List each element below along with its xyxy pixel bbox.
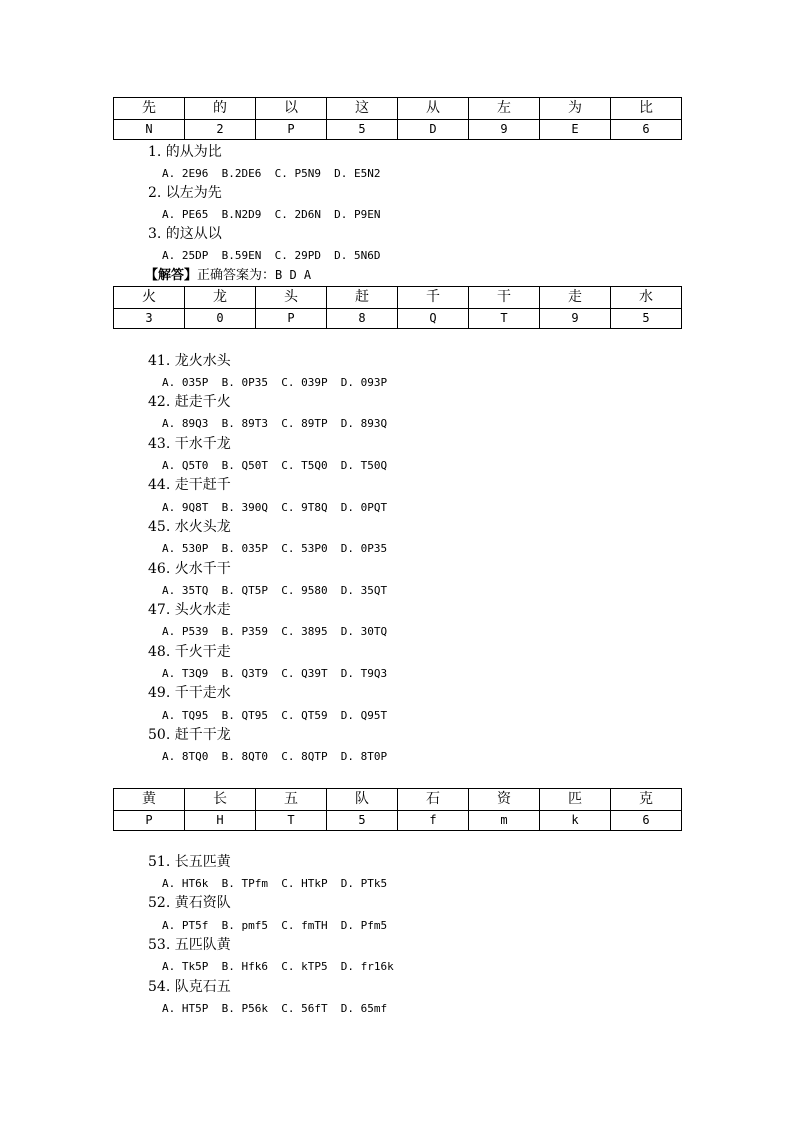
table-cell: 9 [540, 309, 611, 329]
answer-options: A. 530P B. 035P C. 53P0 D. 0P35 [162, 542, 388, 555]
answer-options: A. HT6k B. TPfm C. HTkP D. PTk5 [162, 877, 388, 890]
answer-options: A. HT5P B. P56k C. 56fT D. 65mf [162, 1002, 388, 1015]
table-cell: P [256, 309, 327, 329]
table-cell: 队 [327, 789, 398, 811]
answer-options: A. Q5T0 B. Q50T C. T5Q0 D. T50Q [162, 459, 388, 472]
table-row-chars [114, 287, 682, 309]
question-text: 43. 干水千龙 [148, 436, 231, 452]
answer-value: B D A [275, 268, 312, 282]
answer-options: A. 8TQ0 B. 8QT0 C. 8QTP D. 8T0P [162, 750, 388, 763]
table-cell: 水 [611, 287, 682, 309]
table-cell: 先 [114, 98, 185, 120]
table-row-codes [114, 309, 682, 329]
table-cell: 资 [469, 789, 540, 811]
table-cell: 比 [611, 98, 682, 120]
question-text: 42. 赶走千火 [148, 394, 231, 410]
question-text: 1. 的从为比 [148, 144, 222, 160]
table-cell: 干 [469, 287, 540, 309]
table-cell: f [398, 811, 469, 831]
table-cell: 龙 [185, 287, 256, 309]
question-text: 46. 火水千干 [148, 561, 231, 577]
table-cell: 火 [114, 287, 185, 309]
table-cell: 6 [611, 120, 682, 140]
question-text: 53. 五匹队黄 [148, 937, 231, 953]
table-cell: 2 [185, 120, 256, 140]
question-text: 51. 长五匹黄 [148, 854, 231, 870]
table-row-chars [114, 789, 682, 811]
table-cell: 从 [398, 98, 469, 120]
table-cell: 克 [611, 789, 682, 811]
question-text: 48. 千火干走 [148, 644, 231, 660]
table-row-chars [114, 98, 682, 120]
table-cell: 0 [185, 309, 256, 329]
table-cell: 为 [540, 98, 611, 120]
table-cell: 头 [256, 287, 327, 309]
question-text: 3. 的这从以 [148, 226, 222, 242]
table-cell: m [469, 811, 540, 831]
table-row-codes [114, 120, 682, 140]
code-table-2 [113, 286, 682, 329]
answer-options: A. PT5f B. pmf5 C. fmTH D. Pfm5 [162, 919, 388, 932]
question-text: 50. 赶千干龙 [148, 727, 231, 743]
table-cell: P [256, 120, 327, 140]
table-cell: 五 [256, 789, 327, 811]
table-cell: 5 [611, 309, 682, 329]
table-cell: 黄 [114, 789, 185, 811]
table-cell: 石 [398, 789, 469, 811]
table-cell: 左 [469, 98, 540, 120]
answer-options: A. 035P B. 0P35 C. 039P D. 093P [162, 376, 388, 389]
table-cell: 8 [327, 309, 398, 329]
answer-options: A. T3Q9 B. Q3T9 C. Q39T D. T9Q3 [162, 667, 388, 680]
table-row-codes [114, 811, 682, 831]
question-text: 2. 以左为先 [148, 185, 222, 201]
table-cell: D [398, 120, 469, 140]
answer-options: A. 2E96 B.2DE6 C. P5N9 D. E5N2 [162, 167, 381, 180]
question-text: 49. 千干走水 [148, 685, 231, 701]
table-cell: 以 [256, 98, 327, 120]
question-text: 41. 龙火水头 [148, 353, 231, 369]
answer-options: A. 9Q8T B. 390Q C. 9T8Q D. 0PQT [162, 501, 388, 514]
table-cell: P [114, 811, 185, 831]
answer-options: A. P539 B. P359 C. 3895 D. 30TQ [162, 625, 388, 638]
question-text: 44. 走干赶千 [148, 477, 231, 493]
table-cell: 9 [469, 120, 540, 140]
table-cell: 走 [540, 287, 611, 309]
table-cell: 赶 [327, 287, 398, 309]
table-cell: T [256, 811, 327, 831]
answer-label: 【解答】 [145, 268, 198, 283]
code-table-3 [113, 788, 682, 831]
table-cell: 5 [327, 811, 398, 831]
table-cell: 这 [327, 98, 398, 120]
question-text: 54. 队克石五 [148, 979, 231, 995]
answer-options: A. TQ95 B. QT95 C. QT59 D. Q95T [162, 709, 388, 722]
answer-options: A. 89Q3 B. 89T3 C. 89TP D. 893Q [162, 417, 388, 430]
table-cell: E [540, 120, 611, 140]
table-cell: 的 [185, 98, 256, 120]
table-cell: N [114, 120, 185, 140]
table-cell: 5 [327, 120, 398, 140]
table-cell: T [469, 309, 540, 329]
table-cell: H [185, 811, 256, 831]
table-cell: k [540, 811, 611, 831]
table-cell: Q [398, 309, 469, 329]
answer-line [145, 266, 311, 285]
table-cell: 长 [185, 789, 256, 811]
answer-options: A. Tk5P B. Hfk6 C. kTP5 D. fr16k [162, 960, 394, 973]
code-table-1 [113, 97, 682, 140]
answer-text: 正确答案为： [197, 268, 276, 283]
answer-options: A. 25DP B.59EN C. 29PD D. 5N6D [162, 249, 381, 262]
answer-options: A. PE65 B.N2D9 C. 2D6N D. P9EN [162, 208, 381, 221]
question-text: 47. 头火水走 [148, 602, 231, 618]
answer-options: A. 35TQ B. QT5P C. 9580 D. 35QT [162, 584, 388, 597]
table-cell: 匹 [540, 789, 611, 811]
question-text: 52. 黄石资队 [148, 895, 231, 911]
question-text: 45. 水火头龙 [148, 519, 231, 535]
table-cell: 3 [114, 309, 185, 329]
table-cell: 6 [611, 811, 682, 831]
table-cell: 千 [398, 287, 469, 309]
